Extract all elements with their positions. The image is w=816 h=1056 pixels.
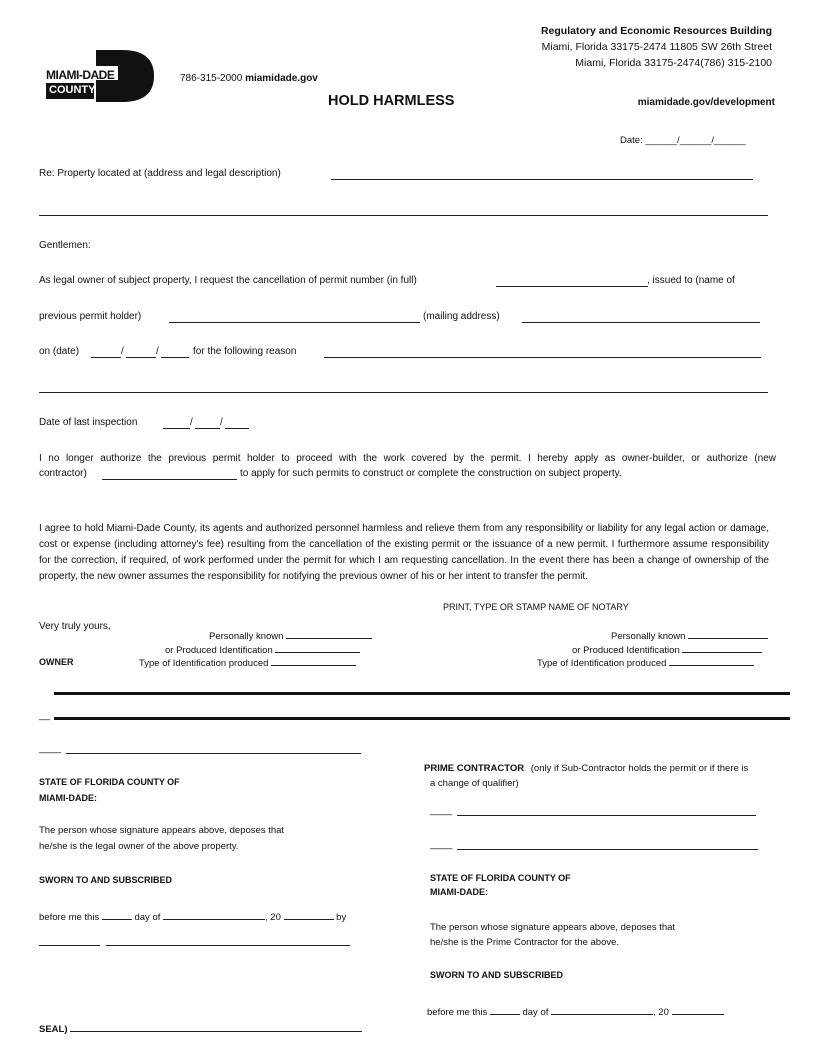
date-label: Date: (620, 135, 643, 146)
inspection-slash-1: / (190, 417, 193, 428)
left-type-id-line[interactable] (271, 655, 356, 666)
phone-number: 786-315-2000 (180, 73, 243, 84)
inspection-day-line[interactable] (195, 428, 220, 429)
left-produced-id-line[interactable] (275, 642, 360, 653)
left-type-id: Type of Identification produced (139, 655, 356, 669)
right-sworn-label: SWORN TO AND SUBSCRIBED (430, 970, 564, 980)
property-address-line[interactable] (331, 179, 753, 180)
reason-line[interactable] (324, 357, 761, 358)
property-label: Re: Property located at (address and legal description) (39, 168, 281, 179)
date-blank: ______/______/______ (645, 135, 746, 146)
left-month-line[interactable] (163, 909, 265, 920)
on-date-slash-2: / (156, 346, 159, 357)
left-deposes-line-2: he/she is the legal owner of the above property. (39, 841, 239, 852)
right-produced-id-line[interactable] (682, 642, 762, 653)
right-day-line[interactable] (490, 1004, 520, 1015)
right-personally-known-line[interactable] (688, 628, 768, 639)
right-state-line-1: STATE OF FLORIDA COUNTY OF (430, 873, 571, 883)
on-date-label: on (date) (39, 346, 80, 357)
right-month-line[interactable] (551, 1004, 653, 1015)
right-type-id: Type of Identification produced (537, 655, 754, 669)
prime-contractor-row (424, 763, 748, 774)
contractor-label: contractor) (39, 468, 87, 479)
building-name: Regulatory and Economic Resources Building (540, 25, 772, 37)
development-website[interactable]: miamidade.gov/development (637, 97, 775, 108)
left-state-line-2: MIAMI-DADE: (39, 793, 97, 803)
left-by-line-2[interactable] (106, 945, 350, 946)
previous-holder-line[interactable] (169, 322, 420, 323)
left-state-line-1: STATE OF FLORIDA COUNTY OF (39, 777, 180, 787)
prime-contractor-note-1: (only if Sub-Contractor holds the permit or if there is (530, 763, 749, 774)
address-line-2: Miami, Florida 33175-2474(786) 315-2100 (575, 57, 772, 69)
left-personally-known: Personally known (209, 628, 372, 642)
right-before-me-row: before me this day of , 20 (427, 1004, 724, 1018)
property-description-line[interactable] (39, 215, 768, 216)
left-day-line[interactable] (102, 909, 132, 920)
right-type-id-line[interactable] (669, 655, 754, 666)
permit-request-text: As legal owner of subject property, I request the cancellation of permit number (in full) (39, 275, 417, 286)
new-contractor-line[interactable] (102, 479, 237, 480)
on-date-month-line[interactable] (91, 357, 121, 358)
authorize-paragraph-line-1: I no longer authorize the previous permit holder to proceed with the work covered by the permit. I hereby apply as owner-builder, or authorize (new (39, 453, 776, 464)
inspection-month-line[interactable] (163, 428, 190, 429)
signature-lead-underscores: __ (39, 710, 51, 721)
inspection-year-line[interactable] (225, 428, 249, 429)
mailing-address-label: (mailing address) (423, 311, 500, 322)
right-lead-underscores-1: ____ (430, 805, 453, 816)
signature-line-1[interactable] (54, 692, 790, 695)
prime-contractor-line-1[interactable] (457, 815, 756, 816)
permit-number-line[interactable] (496, 286, 648, 287)
seal-label: SEAL) (39, 1024, 68, 1035)
closing-text: Very truly yours, (39, 621, 111, 632)
page-title: HOLD HARMLESS (328, 93, 455, 109)
right-state-line-2: MIAMI-DADE: (430, 887, 488, 897)
right-lead-underscores-2: ____ (430, 839, 453, 850)
website-link[interactable]: miamidade.gov (245, 73, 318, 84)
left-by-line-1[interactable] (39, 945, 100, 946)
address-line-1: Miami, Florida 33175-2474 11805 SW 26th Street (541, 41, 772, 53)
left-signature-line[interactable] (66, 753, 361, 754)
prime-contractor-note-2: a change of qualifier) (430, 778, 519, 789)
logo-text-county: COUNTY (49, 84, 96, 96)
reason-line-2[interactable] (39, 392, 768, 393)
mailing-address-line[interactable] (522, 322, 760, 323)
phone-website (180, 73, 318, 84)
left-sworn-label: SWORN TO AND SUBSCRIBED (39, 875, 173, 885)
hold-harmless-paragraph: I agree to hold Miami-Dade County, its agents and authorized personnel harmless and relieve them from any responsibility or liability for any legal action or damage, cost or expense (including attorney's fee) resulting from the cancellation of the existing permit or the issuance of a new permit. I furthermore assume responsibility for the correction, if required, of work performed under the permit for which I am requesting cancellation. In the event there has been a change of ownership of the property, the new owner assumes the responsibility for notifying the previous owner of his or her intent to transfer the permit. (39, 523, 769, 582)
right-deposes-line-2: he/she is the Prime Contractor for the above. (430, 937, 620, 948)
left-produced-id: or Produced Identification (165, 642, 360, 656)
miami-dade-county-logo (44, 50, 156, 102)
last-inspection-label: Date of last inspection (39, 417, 138, 428)
right-year-line[interactable] (672, 1004, 724, 1015)
issued-to-text: , issued to (name of (647, 275, 735, 286)
previous-holder-label: previous permit holder) (39, 311, 142, 322)
left-before-me-row: before me this day of , 20 by (39, 909, 346, 923)
left-personally-known-line[interactable] (286, 628, 372, 639)
greeting: Gentlemen: (39, 240, 91, 251)
inspection-slash-2: / (220, 417, 223, 428)
logo-text-miami-dade: MIAMI-DADE (46, 68, 115, 82)
left-lead-underscores: ____ (39, 743, 62, 754)
date-field[interactable] (620, 135, 746, 146)
reason-label: for the following reason (193, 346, 297, 357)
seal-line[interactable] (70, 1021, 362, 1032)
on-date-day-line[interactable] (126, 357, 156, 358)
left-deposes-line-1: The person whose signature appears above, deposes that (39, 825, 285, 836)
right-personally-known: Personally known (611, 628, 768, 642)
on-date-year-line[interactable] (161, 357, 189, 358)
on-date-slash-1: / (121, 346, 124, 357)
right-deposes-line-1: The person whose signature appears above, deposes that (430, 922, 676, 933)
notary-heading: PRINT, TYPE OR STAMP NAME OF NOTARY (443, 602, 629, 612)
authorize-paragraph-line-2: to apply for such permits to construct or complete the construction on subject property. (240, 468, 622, 479)
prime-contractor-label: PRIME CONTRACTOR (424, 763, 525, 774)
prime-contractor-line-2[interactable] (457, 849, 758, 850)
right-produced-id: or Produced Identification (572, 642, 762, 656)
owner-label: OWNER (39, 657, 74, 667)
signature-line-2[interactable] (54, 717, 790, 720)
seal-row (39, 1021, 362, 1035)
left-year-line[interactable] (284, 909, 334, 920)
